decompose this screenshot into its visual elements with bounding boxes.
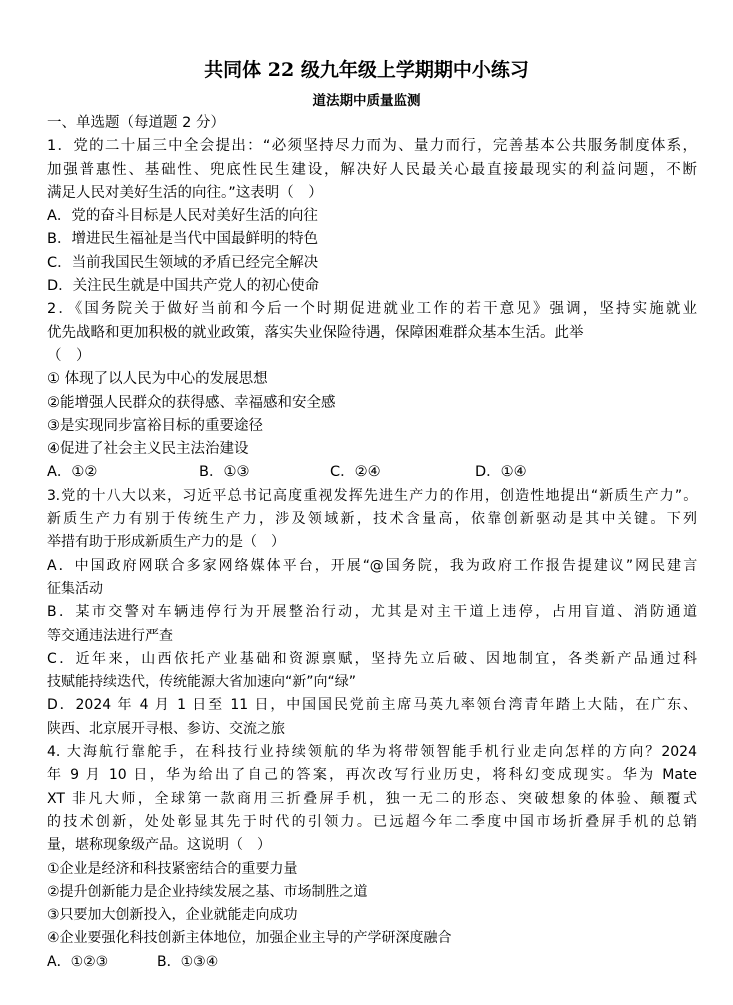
statement-item: ②能增强人民群众的获得感、幸福感和安全感: [47, 394, 336, 411]
answer-option-continued: 等交通违法进行严查: [47, 627, 173, 644]
answer-option: C．近年来，山西依托产业基础和资源禀赋，坚持先立后破、因地制宜，各类新产品通过科: [47, 650, 697, 667]
answer-option-continued: 技赋能持续迭代，传统能源大省加速向“新”向“绿”: [47, 674, 357, 691]
question-stem-line: 新质生产力有别于传统生产力，涉及领域新，技术含量高，依靠创新驱动是其中关键。下列: [47, 511, 697, 528]
answer-option-continued: 征集活动: [47, 580, 103, 597]
answer-option: D．①④: [475, 464, 527, 481]
statement-item: ① 体现了以人民为中心的发展思想: [47, 371, 268, 388]
statement-item: ②提升创新能力是企业持续发展之基、市场制胜之道: [47, 883, 368, 900]
answer-option: B．①③④: [157, 953, 219, 970]
question-stem-line: 加强普惠性、基础性、兜底性民生建设，解决好人民最关心最直接最现实的利益问题，不断: [47, 161, 697, 178]
answer-option-continued: 陕西、北京展开寻根、参访、交流之旅: [47, 720, 285, 737]
answer-option: A．①②③: [47, 953, 109, 970]
section-heading: 一、单选题（每道题 2 分）: [47, 115, 225, 131]
answer-option: A．中国政府网联合多家网络媒体平台，开展“@国务院，我为政府工作报告提建议”网民建言: [47, 557, 697, 574]
question-stem-line: 的技术创新，处处彰显其先于时代的引领力。已远超今年二季度中国市场折叠屏手机的总销: [47, 813, 697, 830]
answer-option: A．①②: [47, 464, 98, 481]
answer-option: B．①③: [199, 464, 250, 481]
answer-option: A．党的奋斗目标是人民对美好生活的向往: [47, 208, 318, 225]
question-stem-line: 4. 大海航行靠舵手，在科技行业持续领航的华为将带领智能手机行业走向怎样的方向？2024: [47, 744, 697, 761]
question-3: [47, 485, 697, 741]
answer-option: D．2024 年 4 月 1 日至 11 日，中国国民党前主席马英九率领台湾青年踏上大陆，在广东、: [47, 697, 697, 714]
question-stem-line: 满足人民对美好生活的向往。”这表明（ ）: [47, 184, 323, 201]
statement-item: ③是实现同步富裕目标的重要途径: [47, 417, 263, 434]
question-stem-line: XT 非凡大师，全球第一款商用三折叠屏手机，独一无二的形态、突破想象的体验、颠覆式: [47, 790, 697, 807]
question-4: [47, 741, 697, 974]
answer-options-row: [47, 951, 697, 974]
answer-option: B．某市交警对车辆违停行为开展整治行动，尤其是对主干道上违停，占用盲道、消防通道: [47, 604, 697, 621]
answer-option: D．关注民生就是中国共产党人的初心使命: [47, 278, 320, 295]
answer-option: C．当前我国民生领域的矛盾已经完全解决: [47, 254, 319, 271]
answer-option: B．增进民生福祉是当代中国最鲜明的特色: [47, 231, 318, 248]
page-subtitle: 道法期中质量监测: [312, 93, 421, 109]
page-title: 共同体 22 级九年级上学期期中小练习: [204, 59, 529, 81]
question-stem-line: 1．党的二十届三中全会提出：“必须坚持尽力而为、量力而行，完善基本公共服务制度体系，: [47, 138, 697, 155]
question-stem-line: 优先战略和更加积极的就业政策，落实失业保险待遇，保障困难群众基本生活。此举: [47, 324, 584, 341]
document-body: [47, 112, 697, 974]
answer-options-row: [47, 461, 697, 484]
statement-item: ①企业是经济和科技紧密结合的重要力量: [47, 860, 298, 877]
answer-option: C．②④: [330, 464, 381, 481]
statement-item: ④企业要强化科技创新主体地位，加强企业主导的产学研深度融合: [47, 930, 452, 947]
question-stem-line: 年 9 月 10 日，华为给出了自己的答案，再次改写行业历史，将科幻变成现实。华为 Mate: [47, 767, 697, 784]
statement-item: ③只要加大创新投入，企业就能走向成功: [47, 907, 298, 924]
question-stem-line: 举措有助于形成新质生产力的是（ ）: [47, 534, 285, 551]
statement-item: ④促进了社会主义民主法治建设: [47, 441, 249, 458]
question-stem-line: 3.党的十八大以来，习近平总书记高度重视发挥先进生产力的作用，创造性地提出“新质生产力”。: [47, 487, 697, 504]
question-stem-line: 2．《国务院关于做好当前和今后一个时期促进就业工作的若干意见》强调，坚持实施就业: [47, 301, 697, 318]
question-stem-line: （ ）: [47, 347, 91, 364]
question-1: [47, 135, 697, 298]
question-stem-line: 量，堪称现象级产品。这说明（ ）: [47, 837, 271, 854]
question-2: [47, 298, 697, 484]
